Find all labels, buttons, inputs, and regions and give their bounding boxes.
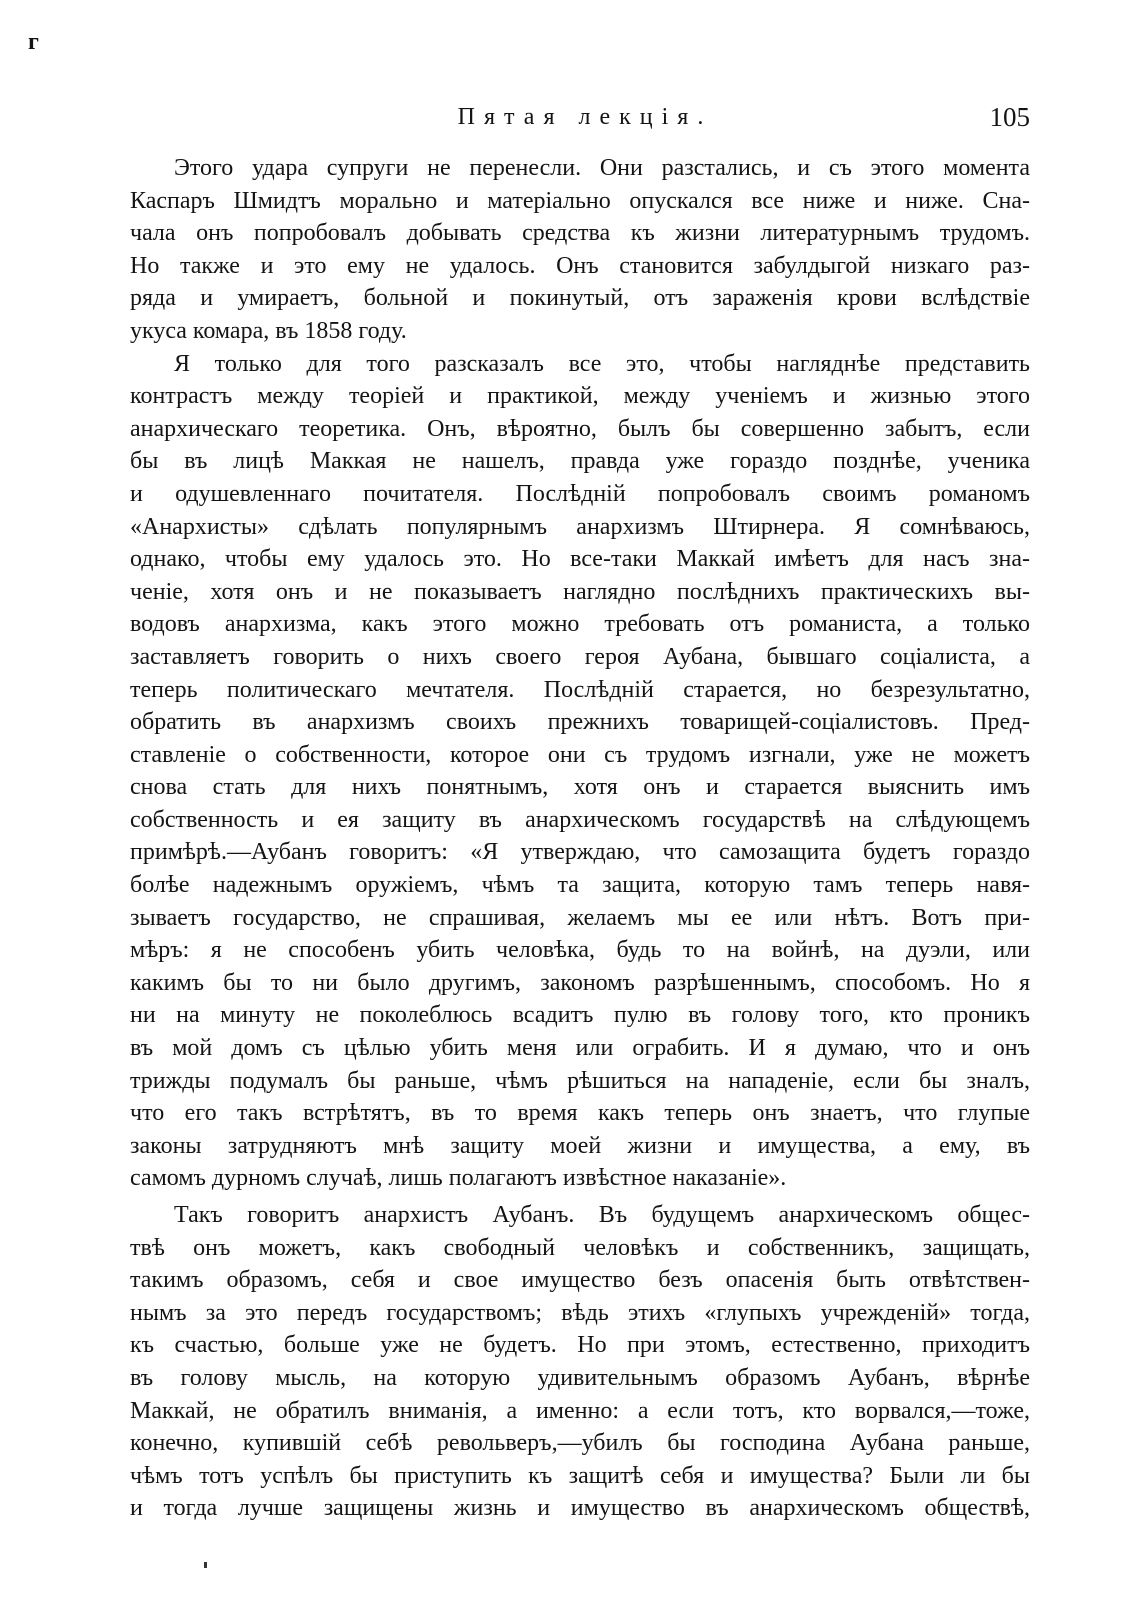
text-line: Такъ говоритъ анархистъ Аубанъ. Въ будущемъ анархическомъ общес- [174,1202,1030,1228]
text-line: что его такъ встрѣтятъ, въ то время какъ теперь онъ знаетъ, что глупые [130,1100,1030,1127]
text-line: въ голову мысль, на которую удивительнымъ образомъ Аубанъ, вѣрнѣе [130,1364,1030,1391]
text-line: однако, чтобы ему удалось это. Но все-таки Маккай имѣетъ для насъ зна- [130,546,1030,573]
paragraph [130,152,1030,348]
text-line: самомъ дурномъ случаѣ, лишь полагаютъ извѣстное наказаніе». [130,1165,787,1192]
text-line: какимъ бы то ни было другимъ, закономъ разрѣшеннымъ, способомъ. Но я [130,969,1030,996]
text-line: контрастъ между теоріей и практикой, между ученіемъ и жизнью этого [130,383,1030,410]
text-line: трижды подумалъ бы раньше, чѣмъ рѣшиться на нападеніе, если бы зналъ, [130,1067,1030,1094]
text-line: укуса комара, въ 1858 году. [130,317,407,344]
text-line: мѣръ: я не способенъ убить человѣка, будь то на войнѣ, на дуэли, или [130,937,1030,964]
text-line: снова стать для нихъ понятнымъ, хотя онъ и старается выяснить имъ [130,774,1030,801]
text-line: водовъ анархизма, какъ этого можно требовать отъ романиста, а только [130,611,1030,638]
text-line: ченіе, хотя онъ и не показываетъ наглядно послѣднихъ практическихъ вы- [130,578,1030,605]
text-line: «Анархисты» сдѣлать популярнымъ анархизмъ Штирнера. Я сомнѣваюсь, [130,513,1030,540]
text-line: Я только для того разсказалъ все это, чтобы нагляднѣе представить [174,350,1030,377]
text-line: такимъ образомъ, себя и свое имущество безъ опасенія быть отвѣтствен- [130,1267,1030,1294]
text-line: Но также и это ему не удалось. Онъ становится забулдыгой низкаго раз- [130,252,1030,279]
running-header [140,100,1030,136]
text-line: твѣ онъ можетъ, какъ свободный человѣкъ и собственникъ, защищать, [130,1234,1030,1261]
text-line: чала онъ попробовалъ добывать средства къ жизни литературнымъ трудомъ. [130,220,1030,247]
text-line: теперь политическаго мечтателя. Послѣдній старается, но безрезультатно, [130,676,1030,703]
text-line: собственность и ея защиту въ анархическомъ государствѣ на слѣдующемъ [130,806,1030,833]
text-line: Этого удара супруги не перенесли. Они разстались, и съ этого момента [174,155,1030,181]
page-number: 105 [989,102,1030,132]
running-title: Пятая лекція. [457,104,713,130]
text-line: Каспаръ Шмидтъ морально и матеріально опускался все ниже и ниже. Сна- [130,187,1030,214]
text-line: обратить въ анархизмъ своихъ прежнихъ товарищей-соціалистовъ. Пред- [130,709,1030,736]
text-line: законы затрудняютъ мнѣ защиту моей жизни и имущества, а ему, въ [130,1132,1030,1159]
text-line: чѣмъ тотъ успѣлъ бы приступить къ защитѣ себя и имущества? Были ли бы [130,1462,1030,1489]
text-line: анархическаго теоретика. Онъ, вѣроятно, былъ бы совершенно забытъ, если [130,415,1030,442]
text-line: примѣрѣ.—Аубанъ говоритъ: «Я утверждаю, что самозащита будетъ гораздо [130,839,1030,866]
text-line: конечно, купившій себѣ револьверъ,—убилъ бы господина Аубана раньше, [130,1430,1030,1457]
text-line: и тогда лучше защищены жизнь и имущество въ анархическомъ обществѣ, [130,1495,1030,1522]
text-line: Маккай, не обратилъ вниманія, а именно: а если тотъ, кто ворвался,—тоже, [130,1397,1030,1424]
text-line: болѣе надежнымъ оружіемъ, чѣмъ та защита, которую тамъ теперь навя- [130,872,1030,899]
text-line: въ мой домъ съ цѣлью убить меня или ограбить. И я думаю, что и онъ [130,1035,1030,1062]
text-line: и одушевленнаго почитателя. Послѣдній попробовалъ своимъ романомъ [130,480,1030,507]
corner-print-mark: г [28,29,39,55]
text-line: зываетъ государство, не спрашивая, желаемъ мы ее или нѣтъ. Вотъ при- [130,904,1030,931]
text-line: ставленіе о собственности, которое они съ трудомъ изгнали, уже не можетъ [130,741,1030,768]
text-line: къ счастью, больше уже не будетъ. Но при этомъ, естественно, приходитъ [130,1332,1030,1359]
text-line: ряда и умираетъ, больной и покинутый, отъ зараженія крови вслѣдствіе [130,285,1030,312]
paragraph [130,1199,1030,1525]
text-line: бы въ лицѣ Маккая не нашелъ, правда уже гораздо позднѣе, ученика [130,448,1030,475]
text-line: заставляетъ говорить о нихъ своего героя Аубана, бывшаго соціалиста, а [130,643,1030,670]
text-line: ни на минуту не поколеблюсь всадитъ пулю въ голову того, кто проникъ [130,1002,1030,1029]
print-speck [204,1562,207,1568]
paragraph [130,348,1030,1195]
text-line: нымъ за это передъ государствомъ; вѣдь этихъ «глупыхъ учрежденій» тогда, [130,1299,1030,1326]
body-text [130,152,1030,1525]
